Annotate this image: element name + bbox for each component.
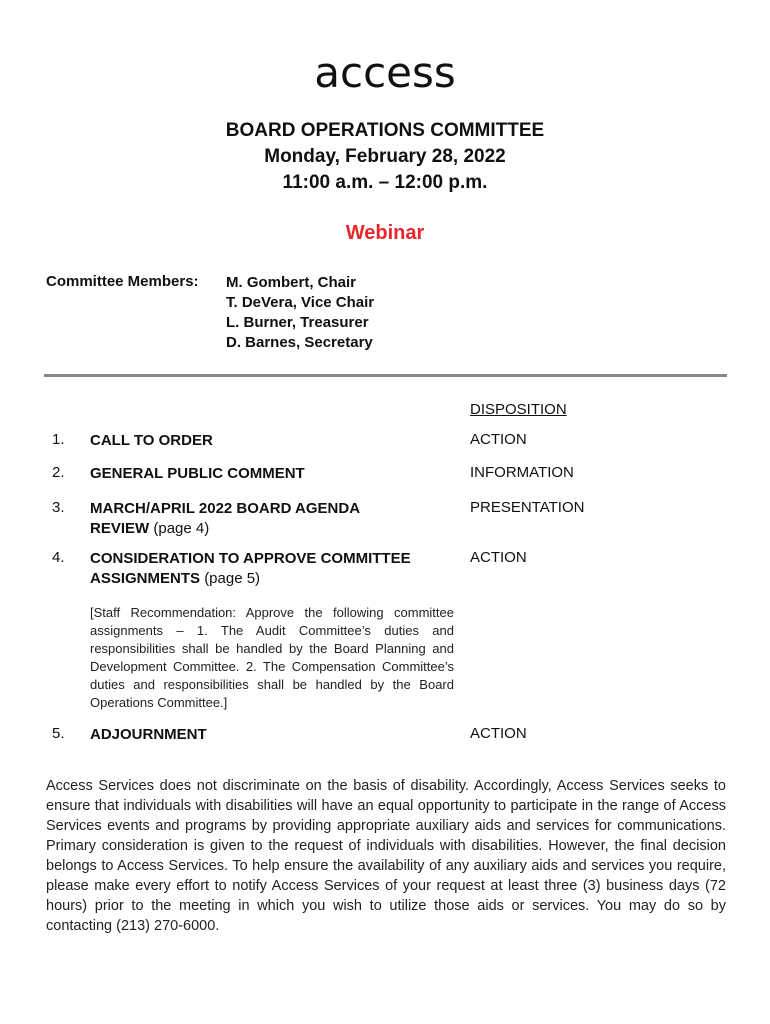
agenda-item-number: 5. — [52, 725, 65, 742]
agenda-item-title: CALL TO ORDER — [90, 432, 213, 449]
agenda-item-page: (page 4) — [153, 520, 210, 537]
agenda-item-title: ADJOURNMENT — [90, 726, 207, 743]
accessibility-notice: Access Services does not discriminate on the basis of disability. Accordingly, Access Services seeks to ensure that individuals with disabilities will have an equal opportunity to participate in the range of Access Services events and programs by providing appropriate auxiliary aids and services for communications. Primary consideration is given to the request of individuals with disabilities. However, the final decision belongs to Access Services. To help ensure the availability of any auxiliary aids and services you require, please make every effort to notify Access Services of your request at least three (3) business days (72 hours) prior to the meeting in which you wish to utilize those aids or services. You may do so by contacting (213) 270-6000. — [46, 778, 726, 934]
access-logo: access — [314, 48, 456, 97]
agenda-item-disposition: ACTION — [470, 549, 527, 566]
member-item: M. Gombert, Chair — [226, 274, 357, 291]
agenda-item-title: GENERAL PUBLIC COMMENT — [90, 465, 305, 482]
agenda-item-page: (page 5) — [204, 570, 261, 587]
committee-title: BOARD OPERATIONS COMMITTEE — [225, 120, 545, 141]
member-item: L. Burner, Treasurer — [226, 314, 369, 331]
agenda-item-title: CONSIDERATION TO APPROVE COMMITTEE ASSIGNMENTS (page 5) — [90, 550, 411, 587]
member-item: D. Barnes, Secretary — [226, 334, 373, 351]
agenda-item-number: 2. — [52, 464, 65, 481]
staff-recommendation: [Staff Recommendation: Approve the following committee assignments – 1. The Audit Committee’s duties and responsibilities shall be handled by the Board Planning and Development Committee. 2. The Compensation Committee’s duties and responsibilities shall be handled by the Board Operations Committee.] — [90, 605, 454, 710]
members-label: Committee Members: — [46, 273, 199, 290]
agenda-item-title: MARCH/APRIL 2022 BOARD AGENDA REVIEW (page 4) — [90, 500, 360, 537]
agenda-item-number: 1. — [52, 431, 65, 448]
meeting-date: Monday, February 28, 2022 — [264, 146, 506, 167]
agenda-item-number: 3. — [52, 499, 65, 516]
divider — [44, 374, 727, 377]
disposition-header: DISPOSITION — [470, 401, 567, 418]
agenda-item-number: 4. — [52, 549, 65, 566]
agenda-item-disposition: ACTION — [470, 725, 527, 742]
members-list — [226, 273, 374, 353]
meeting-format: Webinar — [345, 222, 425, 244]
agenda-item-disposition: ACTION — [470, 431, 527, 448]
member-item: T. DeVera, Vice Chair — [226, 294, 375, 311]
meeting-time: 11:00 a.m. – 12:00 p.m. — [282, 172, 488, 193]
agenda-item-disposition: PRESENTATION — [470, 499, 585, 516]
agenda-item-disposition: INFORMATION — [470, 464, 574, 481]
